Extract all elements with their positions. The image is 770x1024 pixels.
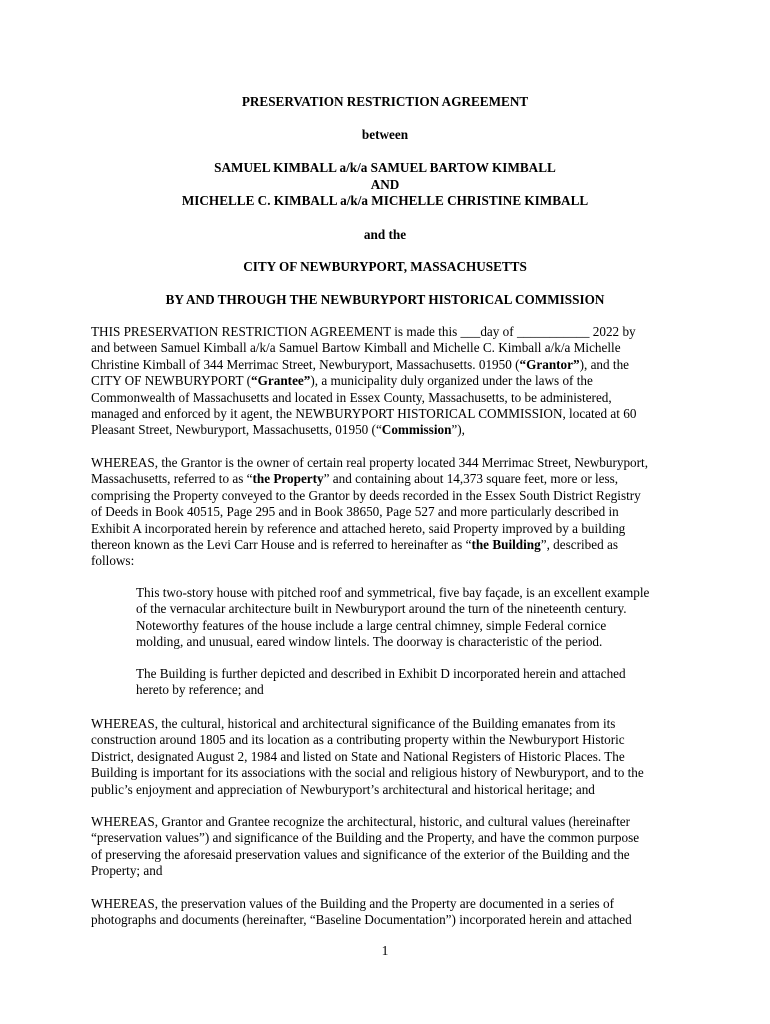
and-the-label: and the	[363, 227, 407, 242]
page-number: 1	[381, 943, 389, 958]
intro-line: and between Samuel Kimball a/k/a Samuel Bartow Kimball and Michelle C. Kimball a/k/a Michelle	[91, 340, 621, 356]
intro-line: Pleasant Street, Newburyport, Massachusetts, 01950 (“Commission”),	[91, 422, 465, 438]
city-heading: CITY OF NEWBURYPORT, MASSACHUSETTS	[243, 259, 527, 274]
intro-line: managed and enforced by it agent, the NEWBURYPORT HISTORICAL COMMISSION, located at 60	[91, 406, 637, 422]
grantor-term: “Grantor”	[519, 356, 580, 372]
intro-line: Commonwealth of Massachusetts and located in Essex County, Massachusetts, to be administered,	[91, 389, 612, 405]
and-label: AND	[370, 177, 400, 192]
grantee-term: “Grantee”	[251, 373, 311, 389]
whereas-property-paragraph: WHEREAS, the Grantor is the owner of certain real property located 344 Merrimac Street, Newburyport, Massachusetts, referred to as “the Property” and containing about 14,373 square feet, more or less, comprising the Property conveyed to the Grantor by deeds recorded in the Essex South District Registry of Deeds in Book 40515, Page 295 and in Book 38650, Page 527 and more particularly described in Exhibit A incorporated herein by reference and attached hereto, said Property improved by a building thereon known as the Levi Carr House and is referred to hereinafter as “the Building”, described as follows:	[91, 455, 648, 569]
commission-term: Commission	[381, 422, 452, 438]
between-label: between	[361, 127, 409, 142]
exhibit-d-reference: The Building is further depicted and described in Exhibit D incorporated herein and attached hereto by reference; and	[136, 666, 626, 698]
intro-line: Christine Kimball of 344 Merrimac Street, Newburyport, Massachusetts. 01950 (“Grantor”), and the	[91, 356, 630, 372]
building-term: the Building	[471, 537, 541, 553]
whereas-significance-paragraph: WHEREAS, the cultural, historical and architectural significance of the Building emanates from its construction around 1805 and its location as a contributing property within the Newburyport Historic District, designated August 2, 1984 and listed on State and National Registers of Historic Places. The Building is important for its associations with the social and religious history of Newburyport, and to the public’s enjoyment and appreciation of Newburyport’s architectural and historical heritage; and	[91, 716, 644, 797]
commission-heading: BY AND THROUGH THE NEWBURYPORT HISTORICAL COMMISSION	[165, 292, 605, 307]
building-description-quote: This two-story house with pitched roof and symmetrical, five bay façade, is an excellent example of the vernacular architecture built in Newburyport around the turn of the nineteenth century. Noteworthy features of the house include a large central chimney, simple Federal cornice molding, and unusual, eared window lintels. The doorway is characteristic of the period.	[136, 585, 650, 650]
party-two: MICHELLE C. KIMBALL a/k/a MICHELLE CHRISTINE KIMBALL	[181, 193, 589, 208]
intro-line: THIS PRESERVATION RESTRICTION AGREEMENT is made this ___day of ___________ 2022 by	[91, 324, 636, 339]
document-title: PRESERVATION RESTRICTION AGREEMENT	[241, 94, 529, 109]
intro-paragraph	[91, 324, 681, 439]
whereas-preservation-values-paragraph: WHEREAS, Grantor and Grantee recognize the architectural, historic, and cultural values (hereinafter “preservation values”) and significance of the Building and the Property, and have the common purpose of preserving the aforesaid preservation values and significance of the exterior of the Building and the Property; and	[91, 814, 640, 879]
intro-line: CITY OF NEWBURYPORT (“Grantee”), a municipality duly organized under the laws of the	[91, 373, 593, 389]
property-term: the Property	[252, 471, 324, 487]
party-one: SAMUEL KIMBALL a/k/a SAMUEL BARTOW KIMBALL	[214, 160, 556, 175]
whereas-baseline-paragraph: WHEREAS, the preservation values of the Building and the Property are documented in a series of photographs and documents (hereinafter, “Baseline Documentation”) incorporated herein and attached	[91, 896, 632, 928]
